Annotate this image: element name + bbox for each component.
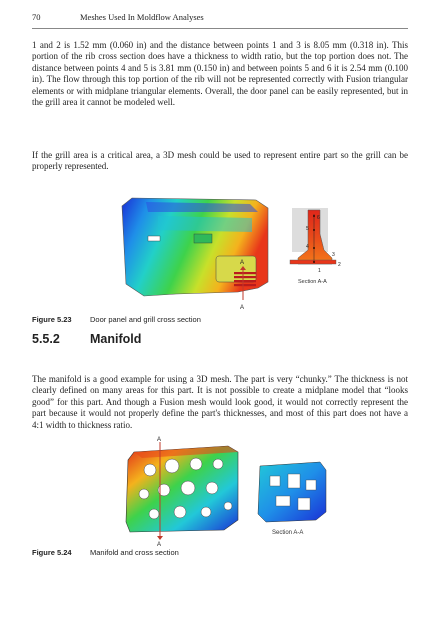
figure-manifold bbox=[120, 436, 330, 546]
page-number: 70 bbox=[32, 12, 41, 22]
point-6-label: 6 bbox=[317, 215, 320, 221]
manifold-marker-a-bottom: A bbox=[157, 542, 162, 546]
manifold-cross-section bbox=[258, 462, 326, 522]
figure-door-panel bbox=[118, 196, 348, 312]
rib-cross-section bbox=[290, 208, 336, 264]
point-5-label: 5 bbox=[306, 226, 309, 232]
point-3-label: 3 bbox=[332, 252, 335, 258]
header-rule bbox=[32, 28, 408, 29]
section-a-a-label: Section A-A bbox=[298, 279, 327, 285]
running-header bbox=[32, 12, 408, 26]
section-title: Manifold bbox=[90, 332, 142, 346]
manifold-marker-a-top: A bbox=[157, 437, 162, 443]
marker-a-bottom: A bbox=[240, 305, 245, 311]
point-4-label: 4 bbox=[306, 244, 309, 250]
manifold-section-a-a-label: Section A-A bbox=[272, 530, 304, 536]
figure-5-23-caption: Door panel and grill cross section bbox=[90, 315, 201, 324]
body-paragraph-3: The manifold is a good example for using a 3D mesh. The part is very “chunky.” The thickness is not clearly defined on many areas for this part. It is not possible to create a midplane model that “looks good” for this part. And though a Fusion mesh would look good, it would not correctly represent the part because it would not properly define the part's thicknesses, and most of this part does not have a 4:1 width to thickness ratio. bbox=[32, 374, 408, 430]
figure-5-24-caption: Manifold and cross section bbox=[90, 548, 179, 557]
section-number: 5.5.2 bbox=[32, 332, 60, 346]
manifold-model bbox=[126, 446, 238, 532]
point-2-label: 2 bbox=[338, 262, 341, 268]
figure-5-24-label: Figure 5.24 bbox=[32, 548, 72, 557]
point-1-label: 1 bbox=[318, 268, 321, 274]
running-title: Meshes Used In Moldflow Analyses bbox=[80, 12, 204, 22]
marker-a-top: A bbox=[240, 260, 245, 266]
body-paragraph-2: If the grill area is a critical area, a 3D mesh could be used to represent entire part so the grill can be properly represented. bbox=[32, 150, 408, 172]
body-paragraph-1: 1 and 2 is 1.52 mm (0.060 in) and the distance between points 1 and 3 is 8.05 mm (0.318 in). This portion of the rib cross section does have a thickness to width ratio, but the top portion does not. The distance between points 4 and 5 is 3.81 mm (0.150 in) and between points 5 and 6 it is 2.54 mm (0.100 in). The flow through this top portion of the rib will not be represented correctly with Fusion triangular elements or with midplane triangular elements. Overall, the door panel can be easily represented, but in the grill area it cannot be modeled well. bbox=[32, 40, 408, 108]
figure-5-23-label: Figure 5.23 bbox=[32, 315, 72, 324]
